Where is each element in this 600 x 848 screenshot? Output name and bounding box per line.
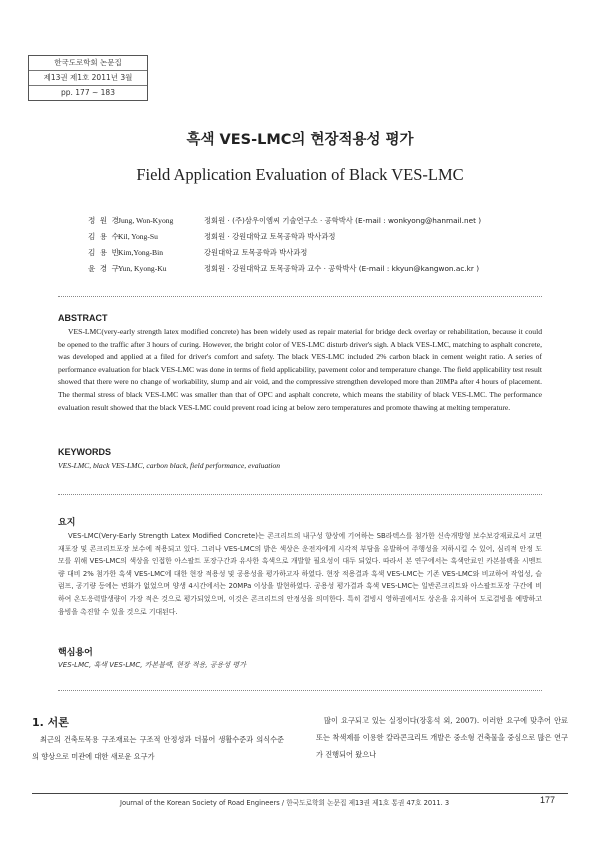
author-name-en: Jung, Won-Kyong — [118, 216, 174, 225]
author-name-en: Kil, Yong-Su — [118, 232, 158, 241]
title-korean: 흑색 VES-LMC의 현장적용성 평가 — [186, 132, 414, 148]
author-name-ko: 김 용 수 — [88, 232, 120, 241]
abstract-text: VES-LMC(very-early strength latex modified concrete) has been widely used as repair material for bridge deck overlay or rehabilitation, because it could be opened to the traffic after 3 hours of curing. However, the bright color of VES-LMC disturb driver's sigh. A black VES-LMC, matching to asphalt concrete, was developed and applied at a filed for driver's comfort and safety. The black VES-LMC included 2% carbon black in cement weight ratio. A series of performance evaluation for black VES-LMC was done in terms of field applicability, pavement color and temperature change. The field applicability test result showed that there were no change of workability, slump and air void, and the compressive strengthen developed more than 20MPa after 4 hours of placement. The thermal stress of black VES-LMC was smaller than that of OPC and asphalt concrete, which means the stability of black VES-LMC. The performance evaluation result showed that the black VES-LMC could prevent road icing at below zero temperatures and promote thawing at melting temperature. — [58, 327, 543, 412]
intro-left-column: 최근의 건축토목용 구조재료는 구조적 안정성과 더불어 생활수준과 의식수준의 향상으로 미관에 대한 새로운 요구가 — [32, 735, 284, 761]
section-divider — [58, 296, 542, 297]
intro-heading: 1. 서론 — [32, 716, 69, 729]
author-name-en: Yun, Kyong-Ku — [118, 264, 167, 273]
author-name-ko: 정 원 경 — [88, 216, 120, 225]
yoji-heading: 요지 — [58, 518, 76, 528]
author-name-ko: 김 용 빈 — [88, 248, 120, 257]
keywords-ko-text: VES-LMC, 흑색 VES-LMC, 카본블랙, 현장 적용, 공용성 평가 — [58, 661, 246, 669]
section-divider — [58, 494, 542, 495]
title-english: Field Application Evaluation of Black VES-LMC — [136, 165, 464, 184]
journal-pages: pp. 177 ~ 183 — [61, 88, 115, 97]
journal-volume: 제13권 제1호 2011년 3월 — [29, 71, 147, 86]
footer-rule — [32, 793, 568, 794]
keywords-ko-heading: 핵심용어 — [58, 648, 93, 658]
author-affiliation: 강원대학교 토목공학과 박사과정 — [204, 248, 308, 257]
journal-name: 한국도로학회 논문집 — [29, 56, 147, 71]
intro-right-column: 많이 요구되고 있는 실정이다(장홍석 외, 2007). 이러한 요구에 맞추어 안료 또는 착색제를 이용한 칼라콘크리트 개발은 중소형 건축물을 중심으로 많은 연구가 진행되어 왔으나 — [316, 716, 568, 759]
author-affiliation: 정회원 · 강원대학교 토목공학과 박사과정 — [204, 232, 336, 241]
keywords-text: VES-LMC, black VES-LMC, carbon black, field performance, evaluation — [58, 461, 281, 470]
journal-info-box — [28, 55, 148, 101]
abstract-heading: ABSTRACT — [58, 313, 108, 323]
author-name-ko: 윤 경 구 — [88, 264, 120, 273]
author-affiliation: 정회원 · (주)삼우이엠씨 기술연구소 · 공학박사 (E-mail : wonkyong@hanmail.net ) — [204, 216, 482, 225]
page-number: 177 — [540, 795, 556, 805]
author-affiliation: 정회원 · 강원대학교 토목공학과 교수 · 공학박사 (E-mail : kkyun@kangwon.ac.kr ) — [204, 264, 480, 273]
footer-journal: Journal of the Korean Society of Road Engineers / 한국도로학회 논문집 제13권 제1호 통권 47호 2011. 3 — [120, 799, 450, 807]
author-name-en: Kim,Yong-Bin — [118, 248, 164, 257]
keywords-heading: KEYWORDS — [58, 447, 112, 457]
yoji-text: VES-LMC(Very-Early Strength Latex Modified Concrete)는 콘크리트의 내구성 향상에 기여하는 SB라텍스를 첨가한 신속개방형 보수보강재료로서 교면재포장 및 콘크리트포장 보수에 적용되고 있다. 그러나 VES-LMC의 밝은 색상은 운전자에게 시각적 부담을 유발하여 주행성을 저하시킬 수 있어, 심리적 안정 도모를 위해 VES-LMC의 색상을 인접한 아스팔트 포장구간과 유사한 흑색으로 개발할 필요성이 대두 되었다. 따라서 본 연구에서는 흑색안료인 카본블랙을 시멘트량 대비 2% 첨가한 흑색 VES-LMC에 대한 현장 적용성 및 공용성을 평가하고자 하였다. 현장 적용결과 흑색 VES-LMC는 기존 VES-LMC와 비교하여 작업성, 슬럼프, 공기량 등에는 변화가 없었으며 양생 4시간에서는 20MPa 이상을 발현하였다. 공용성 평가결과 흑색 VES-LMC는 일반콘크리트와 아스팔트포장 구간에 비하여 온도응력발생량이 가장 적은 것으로 평가되었으며, 이것은 콘크리트의 안정성을 의미한다. 특히 결빙시 영하권에서도 상온을 유지하여 도로결빙을 예방하고 융빙을 촉진할 수 있을 것으로 기대된다. — [58, 532, 542, 616]
section-divider — [58, 690, 542, 691]
